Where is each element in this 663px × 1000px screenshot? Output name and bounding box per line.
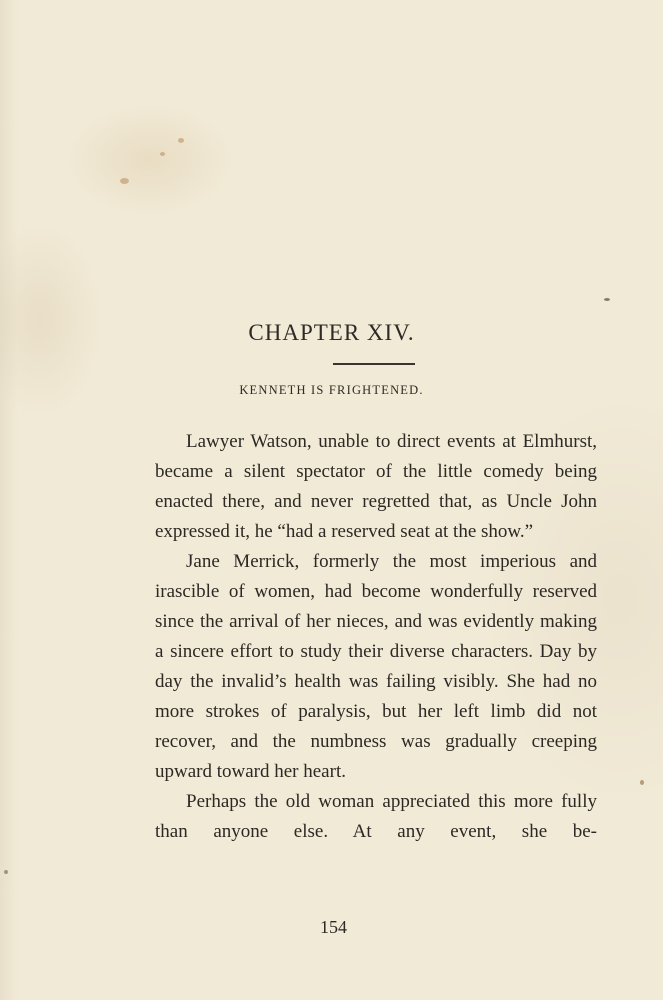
title-divider [333,363,415,365]
paragraph: Jane Merrick, formerly the most imperious and irascible of women, had become wonderfully reserved since the arrival of her nieces, and was evidently making a sincere effort to study their diverse characters. Day by day the invalid’s health was failing visibly. She had no more strokes of paralysis, but her left limb did not recover, and the numbness was gradually creeping upward toward her heart. [155,551,597,782]
page-number-row [0,917,663,938]
paragraph: Lawyer Watson, unable to direct events at Elmhurst, became a silent spectator of the little comedy being enacted there, and never regretted that, as Uncle John expressed it, he “had a reserved seat at the show.” [155,431,597,542]
paper-stain [640,780,644,785]
paper-stain [120,178,129,184]
paper-stain [4,870,8,874]
paper-stain [160,152,165,156]
chapter-title: CHAPTER XIV. [248,320,415,345]
paper-stain [604,298,610,301]
page-number: 154 [320,917,347,937]
body-text [155,427,597,847]
paper-stain [178,138,184,143]
chapter-subtitle: KENNETH IS FRIGHTENED. [239,383,424,397]
paragraph: Perhaps the old woman appreciated this more fully than anyone else. At any event, she be- [155,791,597,842]
